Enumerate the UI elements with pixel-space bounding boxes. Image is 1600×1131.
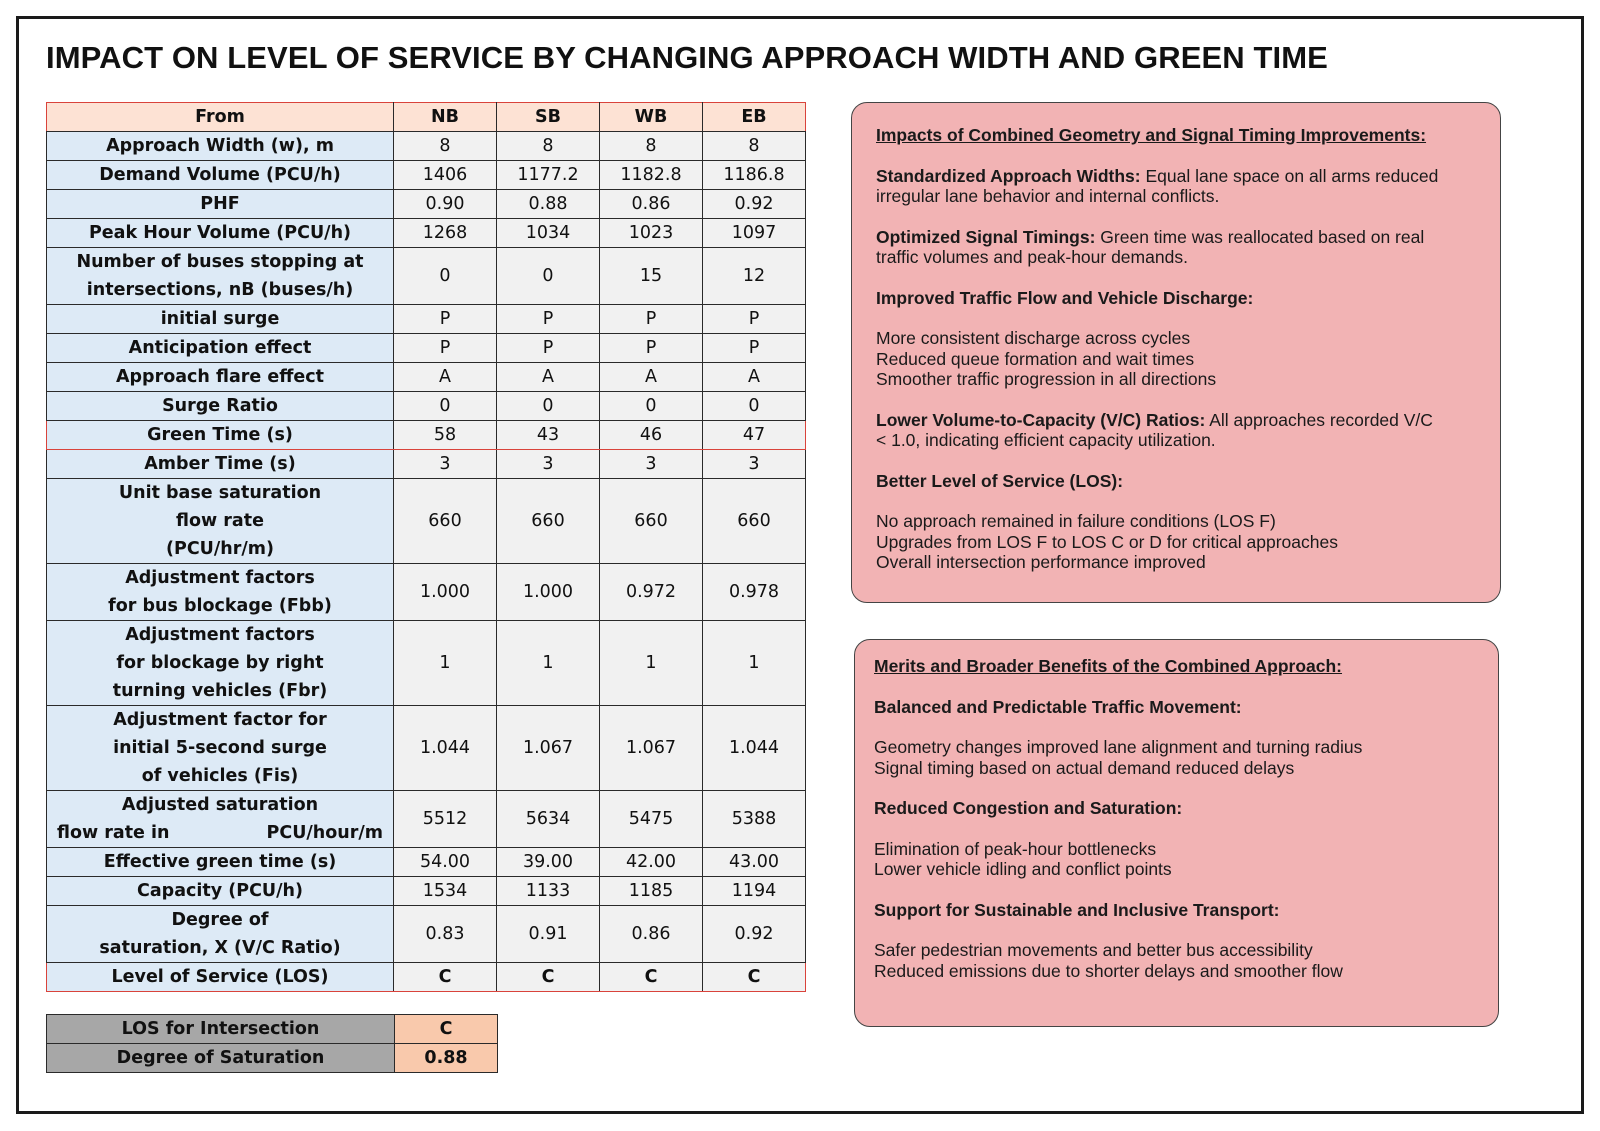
header-from: From [47, 103, 394, 132]
table-row [47, 421, 806, 450]
table-row [47, 248, 806, 305]
list-item: No approach remained in failure conditions (LOS F) [876, 511, 1276, 531]
cell-sb: 0.88 [497, 190, 600, 219]
row-label-line: Level of Service (LOS) [111, 967, 329, 987]
row-label [47, 334, 394, 363]
table-row [47, 392, 806, 421]
table-row [47, 132, 806, 161]
para-text: Green time was reallocated based on real [1095, 226, 1425, 247]
row-label [47, 621, 394, 706]
cell-nb: 1.044 [394, 706, 497, 791]
row-label [47, 392, 394, 421]
row-label [47, 305, 394, 334]
row-label-line: Adjustment factors [125, 568, 315, 588]
cell-eb: 47 [703, 421, 806, 450]
cell-eb: A [703, 363, 806, 392]
row-label-line: Anticipation effect [128, 338, 312, 358]
row-label-line: Unit base saturation [118, 483, 322, 503]
para-text: < 1.0, indicating efficient capacity utilization. [876, 430, 1216, 450]
table-row [47, 190, 806, 219]
cell-nb: C [394, 963, 497, 992]
row-label [47, 706, 394, 791]
cell-wb: 42.00 [600, 848, 703, 877]
cell-wb: C [600, 963, 703, 992]
list-item: More consistent discharge across cycles [876, 328, 1191, 348]
impacts-box [851, 102, 1501, 603]
table-row [47, 450, 806, 479]
cell-nb: 0 [394, 392, 497, 421]
table-row [47, 219, 806, 248]
para-heading: Standardized Approach Widths: [876, 165, 1141, 186]
row-label-line: Degree of [171, 910, 269, 930]
cell-sb: 0 [497, 248, 600, 305]
row-label-line: intersections, nB (buses/h) [86, 280, 354, 300]
cell-eb: P [703, 334, 806, 363]
cell-wb: 660 [600, 479, 703, 564]
cell-sb: 1133 [497, 877, 600, 906]
cell-nb: 1.000 [394, 564, 497, 621]
cell-wb: P [600, 305, 703, 334]
vc-ratio-paragraph [876, 410, 1476, 451]
row-label-line: Surge Ratio [162, 396, 278, 416]
section-heading: Balanced and Predictable Traffic Movement: [874, 696, 1242, 717]
para-text: All approaches recorded V/C [1205, 409, 1433, 430]
cell-sb: A [497, 363, 600, 392]
header-nb: NB [394, 103, 497, 132]
row-label-line: turning vehicles (Fbr) [112, 681, 328, 701]
para-heading: Optimized Signal Timings: [876, 226, 1096, 247]
header-wb: WB [600, 103, 703, 132]
cell-nb: 0.83 [394, 906, 497, 963]
row-label [47, 161, 394, 190]
los-table [46, 102, 806, 992]
table-row [47, 791, 806, 848]
table-row [47, 564, 806, 621]
cell-eb: P [703, 305, 806, 334]
list-item: Reduced emissions due to shorter delays and smoother flow [874, 960, 1343, 981]
section-heading: Better Level of Service (LOS): [876, 470, 1124, 491]
cell-eb: 0 [703, 392, 806, 421]
cell-sb: 43 [497, 421, 600, 450]
section-heading: Reduced Congestion and Saturation: [874, 798, 1183, 818]
reduced-congestion-list [874, 839, 1479, 880]
header-eb: EB [703, 103, 806, 132]
para-text: irregular lane behavior and internal conflicts. [876, 186, 1220, 206]
cell-sb: 660 [497, 479, 600, 564]
list-item: Safer pedestrian movements and better bus accessibility [874, 940, 1313, 960]
row-label-line: initial surge [160, 309, 280, 329]
row-label-line: flow rate [176, 511, 264, 531]
cell-nb: 3 [394, 450, 497, 479]
para-text: Equal lane space on all arms reduced [1140, 165, 1439, 186]
row-label-line [51, 819, 389, 847]
table-row [47, 479, 806, 564]
summary-value: 0.88 [395, 1044, 498, 1073]
cell-eb: 1 [703, 621, 806, 706]
cell-sb: 3 [497, 450, 600, 479]
header-sb: SB [497, 103, 600, 132]
row-label-line: Approach flare effect [115, 367, 324, 387]
row-label [47, 479, 394, 564]
para-heading: Lower Volume-to-Capacity (V/C) Ratios: [876, 409, 1206, 430]
cell-eb: 3 [703, 450, 806, 479]
cell-wb: 8 [600, 132, 703, 161]
cell-nb: 0 [394, 248, 497, 305]
section-heading: Improved Traffic Flow and Vehicle Discharge: [876, 287, 1254, 308]
cell-nb: 58 [394, 421, 497, 450]
cell-eb: C [703, 963, 806, 992]
cell-wb: 0.86 [600, 190, 703, 219]
table-row [47, 706, 806, 791]
row-label-line: initial 5-second surge [113, 738, 327, 758]
row-label-line: Approach Width (w), m [106, 136, 334, 156]
optimized-timings-paragraph [876, 227, 1476, 268]
cell-eb: 8 [703, 132, 806, 161]
cell-eb: 1194 [703, 877, 806, 906]
cell-sb: 5634 [497, 791, 600, 848]
cell-wb: 15 [600, 248, 703, 305]
table-row [47, 363, 806, 392]
list-item: Upgrades from LOS F to LOS C or D for critical approaches [876, 531, 1338, 552]
cell-eb: 43.00 [703, 848, 806, 877]
row-label-line: Effective green time (s) [103, 852, 337, 872]
impacts-heading: Impacts of Combined Geometry and Signal Timing Improvements: [876, 125, 1427, 145]
intersection-summary-table [46, 1014, 498, 1073]
cell-eb: 660 [703, 479, 806, 564]
cell-sb: 8 [497, 132, 600, 161]
row-label-left: flow rate in [57, 823, 170, 843]
cell-wb: P [600, 334, 703, 363]
cell-nb: P [394, 334, 497, 363]
cell-nb: 1534 [394, 877, 497, 906]
cell-nb: 1406 [394, 161, 497, 190]
cell-sb: 1.067 [497, 706, 600, 791]
merits-box [854, 639, 1499, 1027]
cell-wb: 0.86 [600, 906, 703, 963]
table-row [47, 877, 806, 906]
merits-heading: Merits and Broader Benefits of the Combined Approach: [874, 656, 1343, 676]
table-row [47, 305, 806, 334]
row-label [47, 248, 394, 305]
cell-wb: A [600, 363, 703, 392]
cell-sb: 1.000 [497, 564, 600, 621]
cell-wb: 1.067 [600, 706, 703, 791]
row-label [47, 450, 394, 479]
summary-row-los [47, 1015, 498, 1044]
cell-sb: C [497, 963, 600, 992]
cell-nb: 1 [394, 621, 497, 706]
cell-sb: P [497, 334, 600, 363]
row-label [47, 564, 394, 621]
summary-value: C [395, 1015, 498, 1044]
los-list [876, 511, 1476, 573]
row-label-line: Amber Time (s) [144, 454, 296, 474]
cell-nb: 660 [394, 479, 497, 564]
standardized-widths-paragraph [876, 166, 1476, 207]
table-row [47, 906, 806, 963]
cell-sb: 0 [497, 392, 600, 421]
row-label-line: Number of buses stopping at [76, 252, 364, 272]
cell-sb: 39.00 [497, 848, 600, 877]
cell-nb: 8 [394, 132, 497, 161]
cell-eb: 12 [703, 248, 806, 305]
sustainable-transport-list [874, 940, 1479, 981]
list-item: Smoother traffic progression in all directions [876, 369, 1217, 389]
row-label-line: Green Time (s) [147, 425, 293, 445]
cell-wb: 0.972 [600, 564, 703, 621]
traffic-flow-list [876, 328, 1476, 390]
cell-wb: 1182.8 [600, 161, 703, 190]
cell-sb: P [497, 305, 600, 334]
cell-wb: 46 [600, 421, 703, 450]
cell-eb: 0.978 [703, 564, 806, 621]
list-item: Overall intersection performance improved [876, 552, 1206, 572]
row-label [47, 190, 394, 219]
page-title: IMPACT ON LEVEL OF SERVICE BY CHANGING APPROACH WIDTH AND GREEN TIME [46, 40, 1328, 75]
list-item: Signal timing based on actual demand reduced delays [874, 757, 1295, 778]
row-label [47, 421, 394, 450]
row-label-line: (PCU/hr/m) [166, 539, 274, 559]
summary-label: LOS for Intersection [47, 1015, 395, 1044]
cell-nb: 5512 [394, 791, 497, 848]
cell-wb: 3 [600, 450, 703, 479]
table-row [47, 621, 806, 706]
cell-eb: 0.92 [703, 190, 806, 219]
table-row [47, 161, 806, 190]
cell-eb: 5388 [703, 791, 806, 848]
table-row [47, 848, 806, 877]
cell-nb: 54.00 [394, 848, 497, 877]
row-label [47, 363, 394, 392]
summary-row-saturation [47, 1044, 498, 1073]
row-label-line: Adjusted saturation [121, 795, 319, 815]
cell-eb: 0.92 [703, 906, 806, 963]
row-label [47, 963, 394, 992]
cell-eb: 1186.8 [703, 161, 806, 190]
row-label-right: PCU/hour/m [266, 823, 383, 843]
row-label [47, 132, 394, 161]
section-heading: Support for Sustainable and Inclusive Transport: [874, 899, 1280, 920]
cell-eb: 1097 [703, 219, 806, 248]
cell-nb: 1268 [394, 219, 497, 248]
row-label-line: of vehicles (Fis) [141, 766, 299, 786]
cell-eb: 1.044 [703, 706, 806, 791]
row-label [47, 848, 394, 877]
row-label-line: Adjustment factor for [113, 710, 327, 730]
row-label [47, 791, 394, 848]
row-label-line: Peak Hour Volume (PCU/h) [88, 223, 352, 243]
cell-sb: 1034 [497, 219, 600, 248]
cell-wb: 0 [600, 392, 703, 421]
list-item: Lower vehicle idling and conflict points [874, 859, 1172, 879]
list-item: Elimination of peak-hour bottlenecks [874, 838, 1157, 859]
para-text: traffic volumes and peak-hour demands. [876, 247, 1188, 267]
cell-sb: 0.91 [497, 906, 600, 963]
cell-sb: 1177.2 [497, 161, 600, 190]
row-label [47, 906, 394, 963]
balanced-movement-list [874, 737, 1479, 778]
row-label-line: Demand Volume (PCU/h) [99, 165, 341, 185]
row-label [47, 877, 394, 906]
row-label-line: Capacity (PCU/h) [137, 881, 303, 901]
row-label-line: for bus blockage (Fbb) [108, 596, 332, 616]
list-item: Reduced queue formation and wait times [876, 348, 1195, 369]
cell-nb: 0.90 [394, 190, 497, 219]
table-row [47, 963, 806, 992]
cell-nb: P [394, 305, 497, 334]
row-label-line: for blockage by right [116, 653, 324, 673]
table-header-row [47, 103, 806, 132]
cell-wb: 1185 [600, 877, 703, 906]
cell-nb: A [394, 363, 497, 392]
row-label-line: Adjustment factors [125, 625, 315, 645]
cell-wb: 1 [600, 621, 703, 706]
row-label-line: PHF [200, 194, 240, 214]
table-row [47, 334, 806, 363]
cell-wb: 1023 [600, 219, 703, 248]
row-label-line: saturation, X (V/C Ratio) [99, 938, 341, 958]
row-label [47, 219, 394, 248]
cell-wb: 5475 [600, 791, 703, 848]
cell-sb: 1 [497, 621, 600, 706]
list-item: Geometry changes improved lane alignment and turning radius [874, 737, 1363, 757]
summary-label: Degree of Saturation [47, 1044, 395, 1073]
